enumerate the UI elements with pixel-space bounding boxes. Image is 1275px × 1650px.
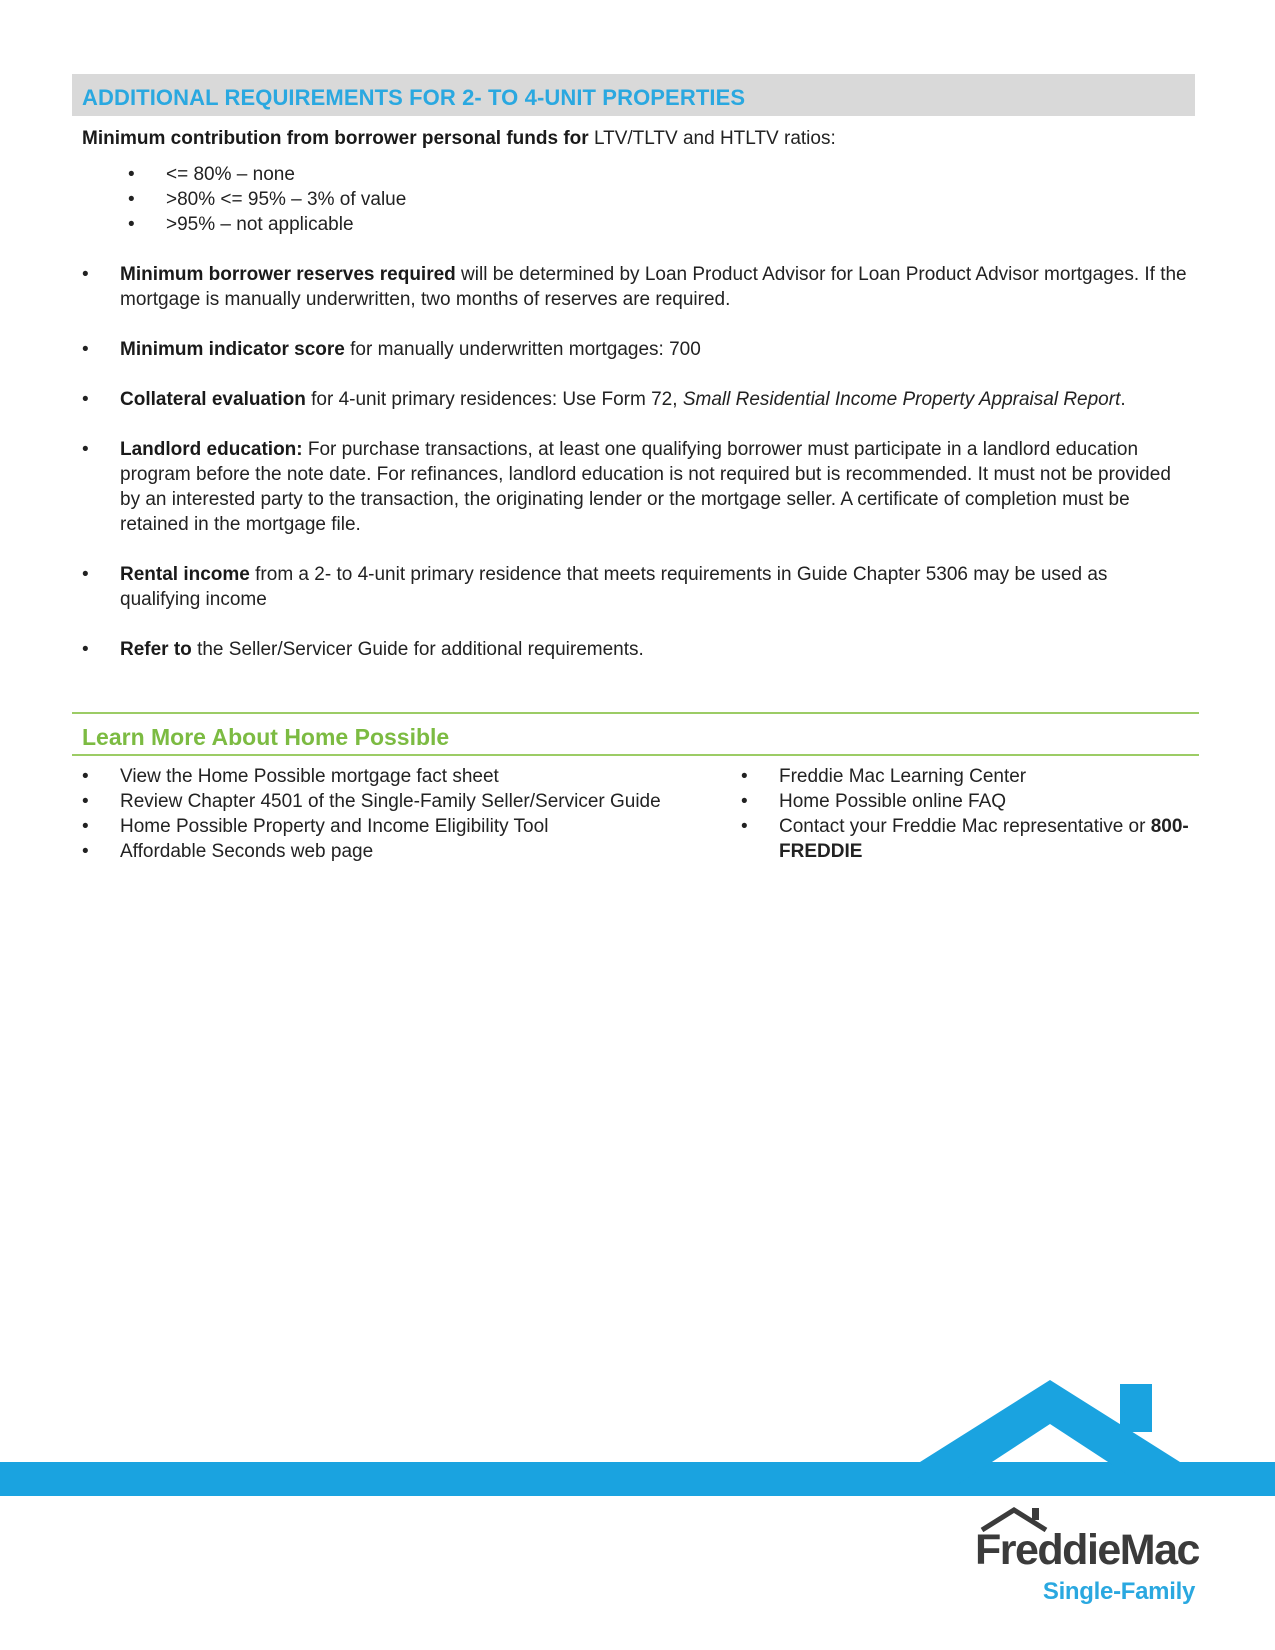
- divider-bottom: [72, 754, 1199, 756]
- requirement-text: For purchase transactions, at least one qualifying borrower must participate in a landlord education program before the note date. For refinances, landlord education is not required but is recommended. It must not be provided by an interested party to the transaction, the originating lender or the mortgage seller. A certificate of completion must be retained in the mortgage file.: [120, 439, 1171, 535]
- divider-top: [72, 712, 1199, 714]
- requirement-landlord-education: [82, 437, 1192, 537]
- ratio-list: [128, 162, 406, 237]
- faq-link[interactable]: • Home Possible online FAQ: [741, 789, 1211, 814]
- requirement-text: from a 2- to 4-unit primary residence that meets requirements in Guide Chapter 5306 may be used as qualifying income: [120, 564, 1108, 610]
- contact-text: Contact your Freddie Mac representative or: [779, 816, 1151, 837]
- phone-number[interactable]: 800-FREDDIE: [779, 816, 1189, 862]
- requirement-label: Rental income: [120, 564, 250, 585]
- learning-center-link[interactable]: • Freddie Mac Learning Center: [741, 764, 1211, 789]
- requirement-label: Minimum borrower reserves required: [120, 264, 456, 285]
- ratio-item: • >95% – not applicable: [128, 212, 406, 237]
- learn-more-title: Learn More About Home Possible: [82, 724, 450, 750]
- requirement-label: Collateral evaluation: [120, 389, 306, 410]
- requirement-collateral: [82, 387, 1192, 412]
- requirement-text: for manually underwritten mortgages: 700: [344, 339, 701, 360]
- learn-more-links-right: [741, 764, 1211, 864]
- learn-more-links-left: [82, 764, 722, 864]
- requirement-reserves: [82, 262, 1192, 312]
- logo-wordmark: FreddieMac: [975, 1526, 1199, 1574]
- intro-bold: Minimum contribution from borrower personal funds for: [82, 128, 589, 149]
- affordable-seconds-link[interactable]: • Affordable Seconds web page: [82, 839, 722, 864]
- guide-chapter-link[interactable]: • Review Chapter 4501 of the Single-Family Seller/Servicer Guide: [82, 789, 722, 814]
- requirement-text: for 4-unit primary residences: Use Form 72,: [305, 389, 683, 410]
- requirement-indicator-score: [82, 337, 1192, 362]
- requirement-text: will be determined by Loan Product Advisor for Loan Product Advisor mortgages. If the mortgage is manually underwritten, two months of reserves are required.: [120, 264, 1187, 310]
- fact-sheet-link[interactable]: • View the Home Possible mortgage fact sheet: [82, 764, 722, 789]
- form-title: Small Residential Income Property Appraisal Report: [682, 389, 1121, 410]
- ratio-item: • <= 80% – none: [128, 162, 406, 187]
- contact-item: [741, 814, 1211, 864]
- intro-rest: LTV/TLTV and HTLTV ratios:: [588, 128, 836, 149]
- house-roof-graphic: [0, 1370, 1275, 1510]
- section-title: ADDITIONAL REQUIREMENTS FOR 2- TO 4-UNIT PROPERTIES: [82, 85, 746, 110]
- requirement-tail: .: [1120, 389, 1126, 410]
- requirement-label: Minimum indicator score: [120, 339, 345, 360]
- requirement-label: Landlord education:: [120, 439, 303, 460]
- intro-paragraph: [82, 126, 836, 151]
- requirement-label: Refer to: [120, 639, 192, 660]
- requirements-list: [82, 262, 1192, 687]
- freddie-mac-logo: [975, 1506, 1205, 1626]
- section-header: [72, 74, 1195, 116]
- requirement-text: the Seller/Servicer Guide for additional requirements.: [191, 639, 644, 660]
- logo-subtitle: Single-Family: [1042, 1578, 1195, 1605]
- requirement-rental-income: [82, 562, 1192, 612]
- eligibility-tool-link[interactable]: • Home Possible Property and Income Eligibility Tool: [82, 814, 722, 839]
- ratio-item: • >80% <= 95% – 3% of value: [128, 187, 406, 212]
- requirement-refer-to: [82, 637, 1192, 662]
